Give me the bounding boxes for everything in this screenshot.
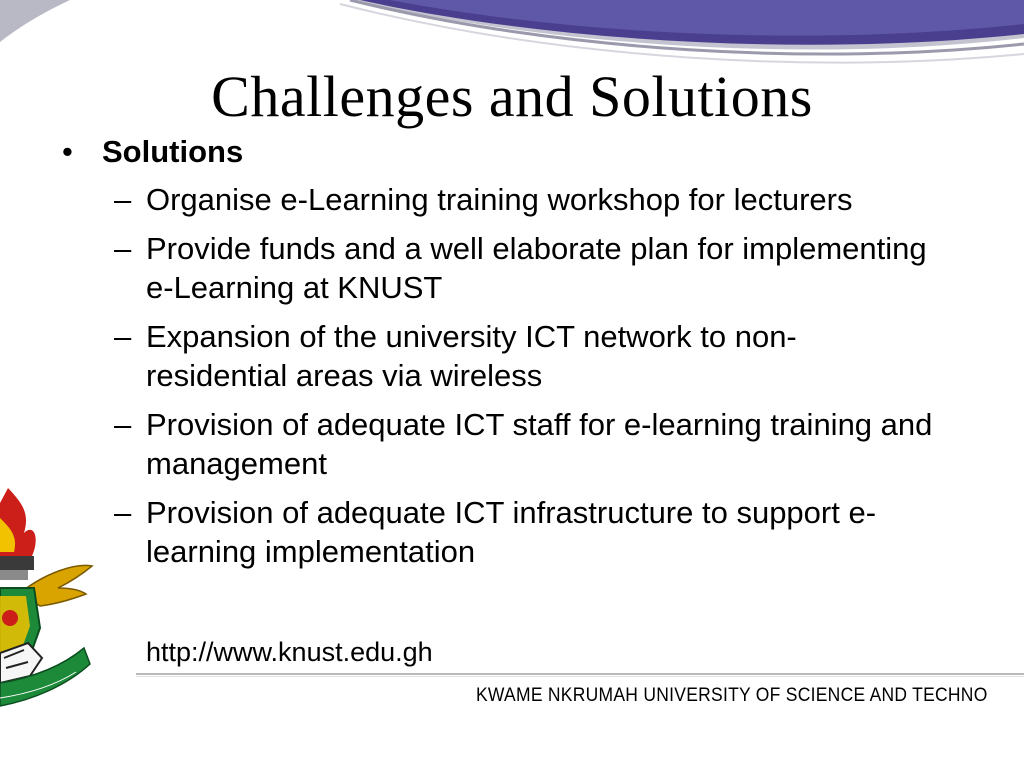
footer-university-name: KWAME NKRUMAH UNIVERSITY OF SCIENCE AND TECHNO bbox=[476, 685, 988, 706]
list-item-text: Organise e-Learning training workshop for lecturers bbox=[146, 182, 853, 217]
bullet-icon: • bbox=[62, 134, 73, 169]
slide-content bbox=[60, 134, 960, 581]
footer-url: http://www.knust.edu.gh bbox=[146, 637, 433, 667]
knust-crest-icon bbox=[0, 478, 100, 728]
list-item bbox=[60, 493, 960, 571]
list-item bbox=[60, 317, 960, 395]
dash-icon: – bbox=[114, 231, 132, 266]
list-item-text: Expansion of the university ICT network to non-residential areas via wireless bbox=[146, 319, 797, 393]
section-heading-row bbox=[60, 134, 960, 170]
dash-icon: – bbox=[114, 495, 132, 530]
list-item bbox=[60, 405, 960, 483]
dash-icon: – bbox=[114, 407, 132, 442]
solutions-list bbox=[60, 180, 960, 571]
dash-icon: – bbox=[114, 182, 132, 217]
section-heading: Solutions bbox=[102, 134, 244, 169]
dash-icon: – bbox=[114, 319, 132, 354]
list-item-text: Provision of adequate ICT infrastructure to support e-learning implementation bbox=[146, 495, 877, 569]
list-item-text: Provide funds and a well elaborate plan for implementing e-Learning at KNUST bbox=[146, 231, 927, 305]
list-item bbox=[60, 180, 960, 219]
list-item-text: Provision of adequate ICT staff for e-learning training and management bbox=[146, 407, 933, 481]
footer-divider-light bbox=[136, 676, 1024, 677]
list-item bbox=[60, 229, 960, 307]
footer-divider bbox=[136, 673, 1024, 675]
slide-title: Challenges and Solutions bbox=[211, 64, 813, 129]
